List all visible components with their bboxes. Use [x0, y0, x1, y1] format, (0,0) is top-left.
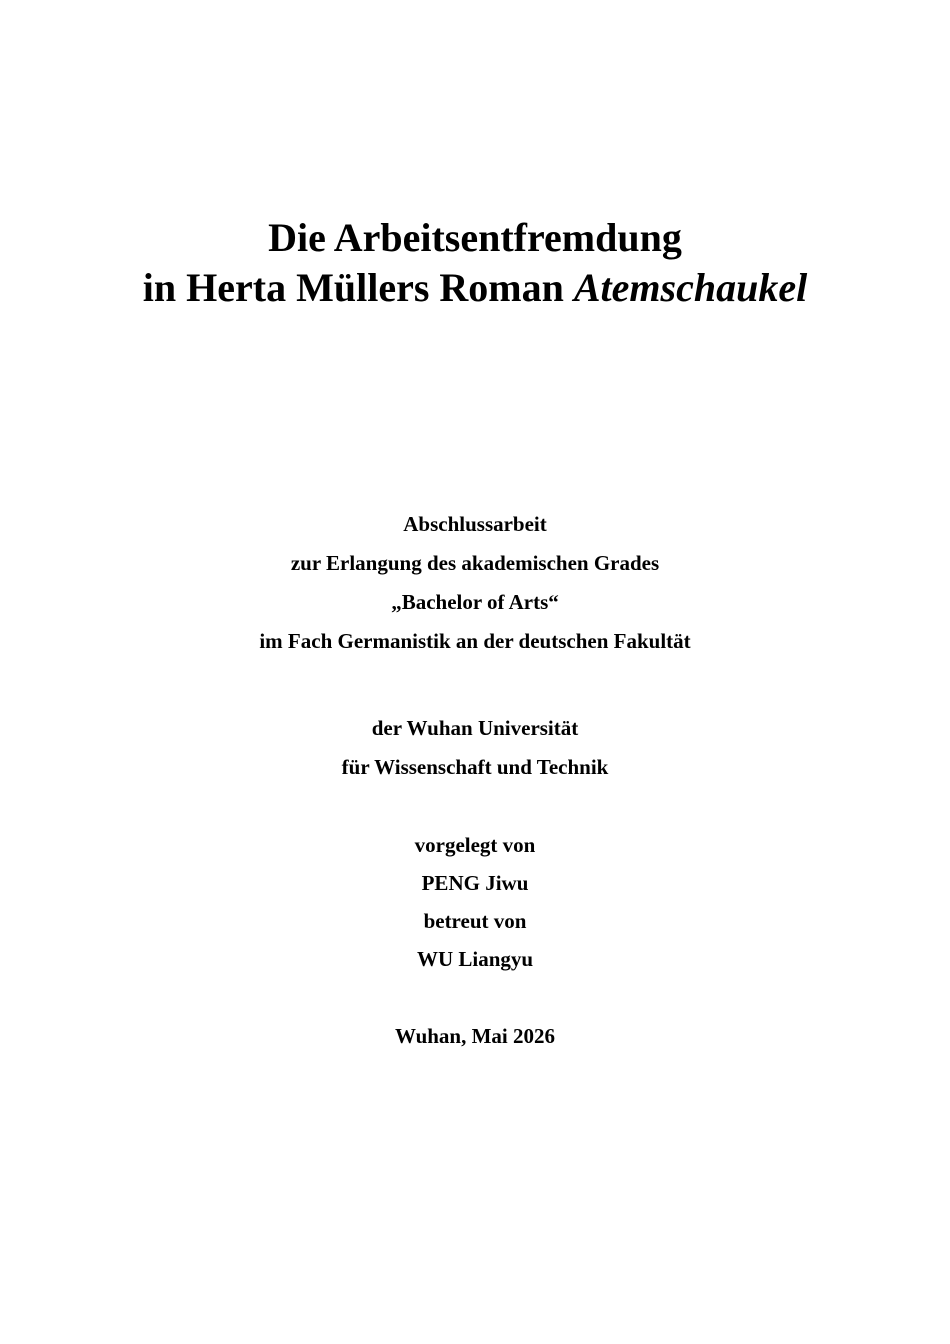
novel-title: Atemschaukel	[573, 265, 808, 310]
thesis-title	[0, 213, 950, 313]
title-line-1: Die Arbeitsentfremdung	[268, 215, 682, 260]
place-date: Wuhan, Mai 2026	[394, 1024, 556, 1048]
degree-line-1: Abschlussarbeit	[403, 512, 547, 536]
university-line-1: der Wuhan Universität	[371, 716, 579, 740]
degree-line-4: im Fach Germanistik an der deutschen Fakultät	[259, 629, 691, 653]
author-name: PENG Jiwu	[421, 871, 529, 895]
submitted-by-label: vorgelegt von	[414, 833, 536, 857]
title-line-2	[0, 263, 950, 313]
supervisor-name: WU Liangyu	[416, 947, 534, 971]
supervised-by-label: betreut von	[423, 909, 527, 933]
degree-line-2: zur Erlangung des akademischen Grades	[290, 551, 660, 575]
degree-line-3: „Bachelor of Arts“	[391, 590, 559, 614]
university-line-2: für Wissenschaft und Technik	[341, 755, 609, 779]
title-line-2-prefix: in Herta Müllers Roman	[142, 265, 574, 310]
